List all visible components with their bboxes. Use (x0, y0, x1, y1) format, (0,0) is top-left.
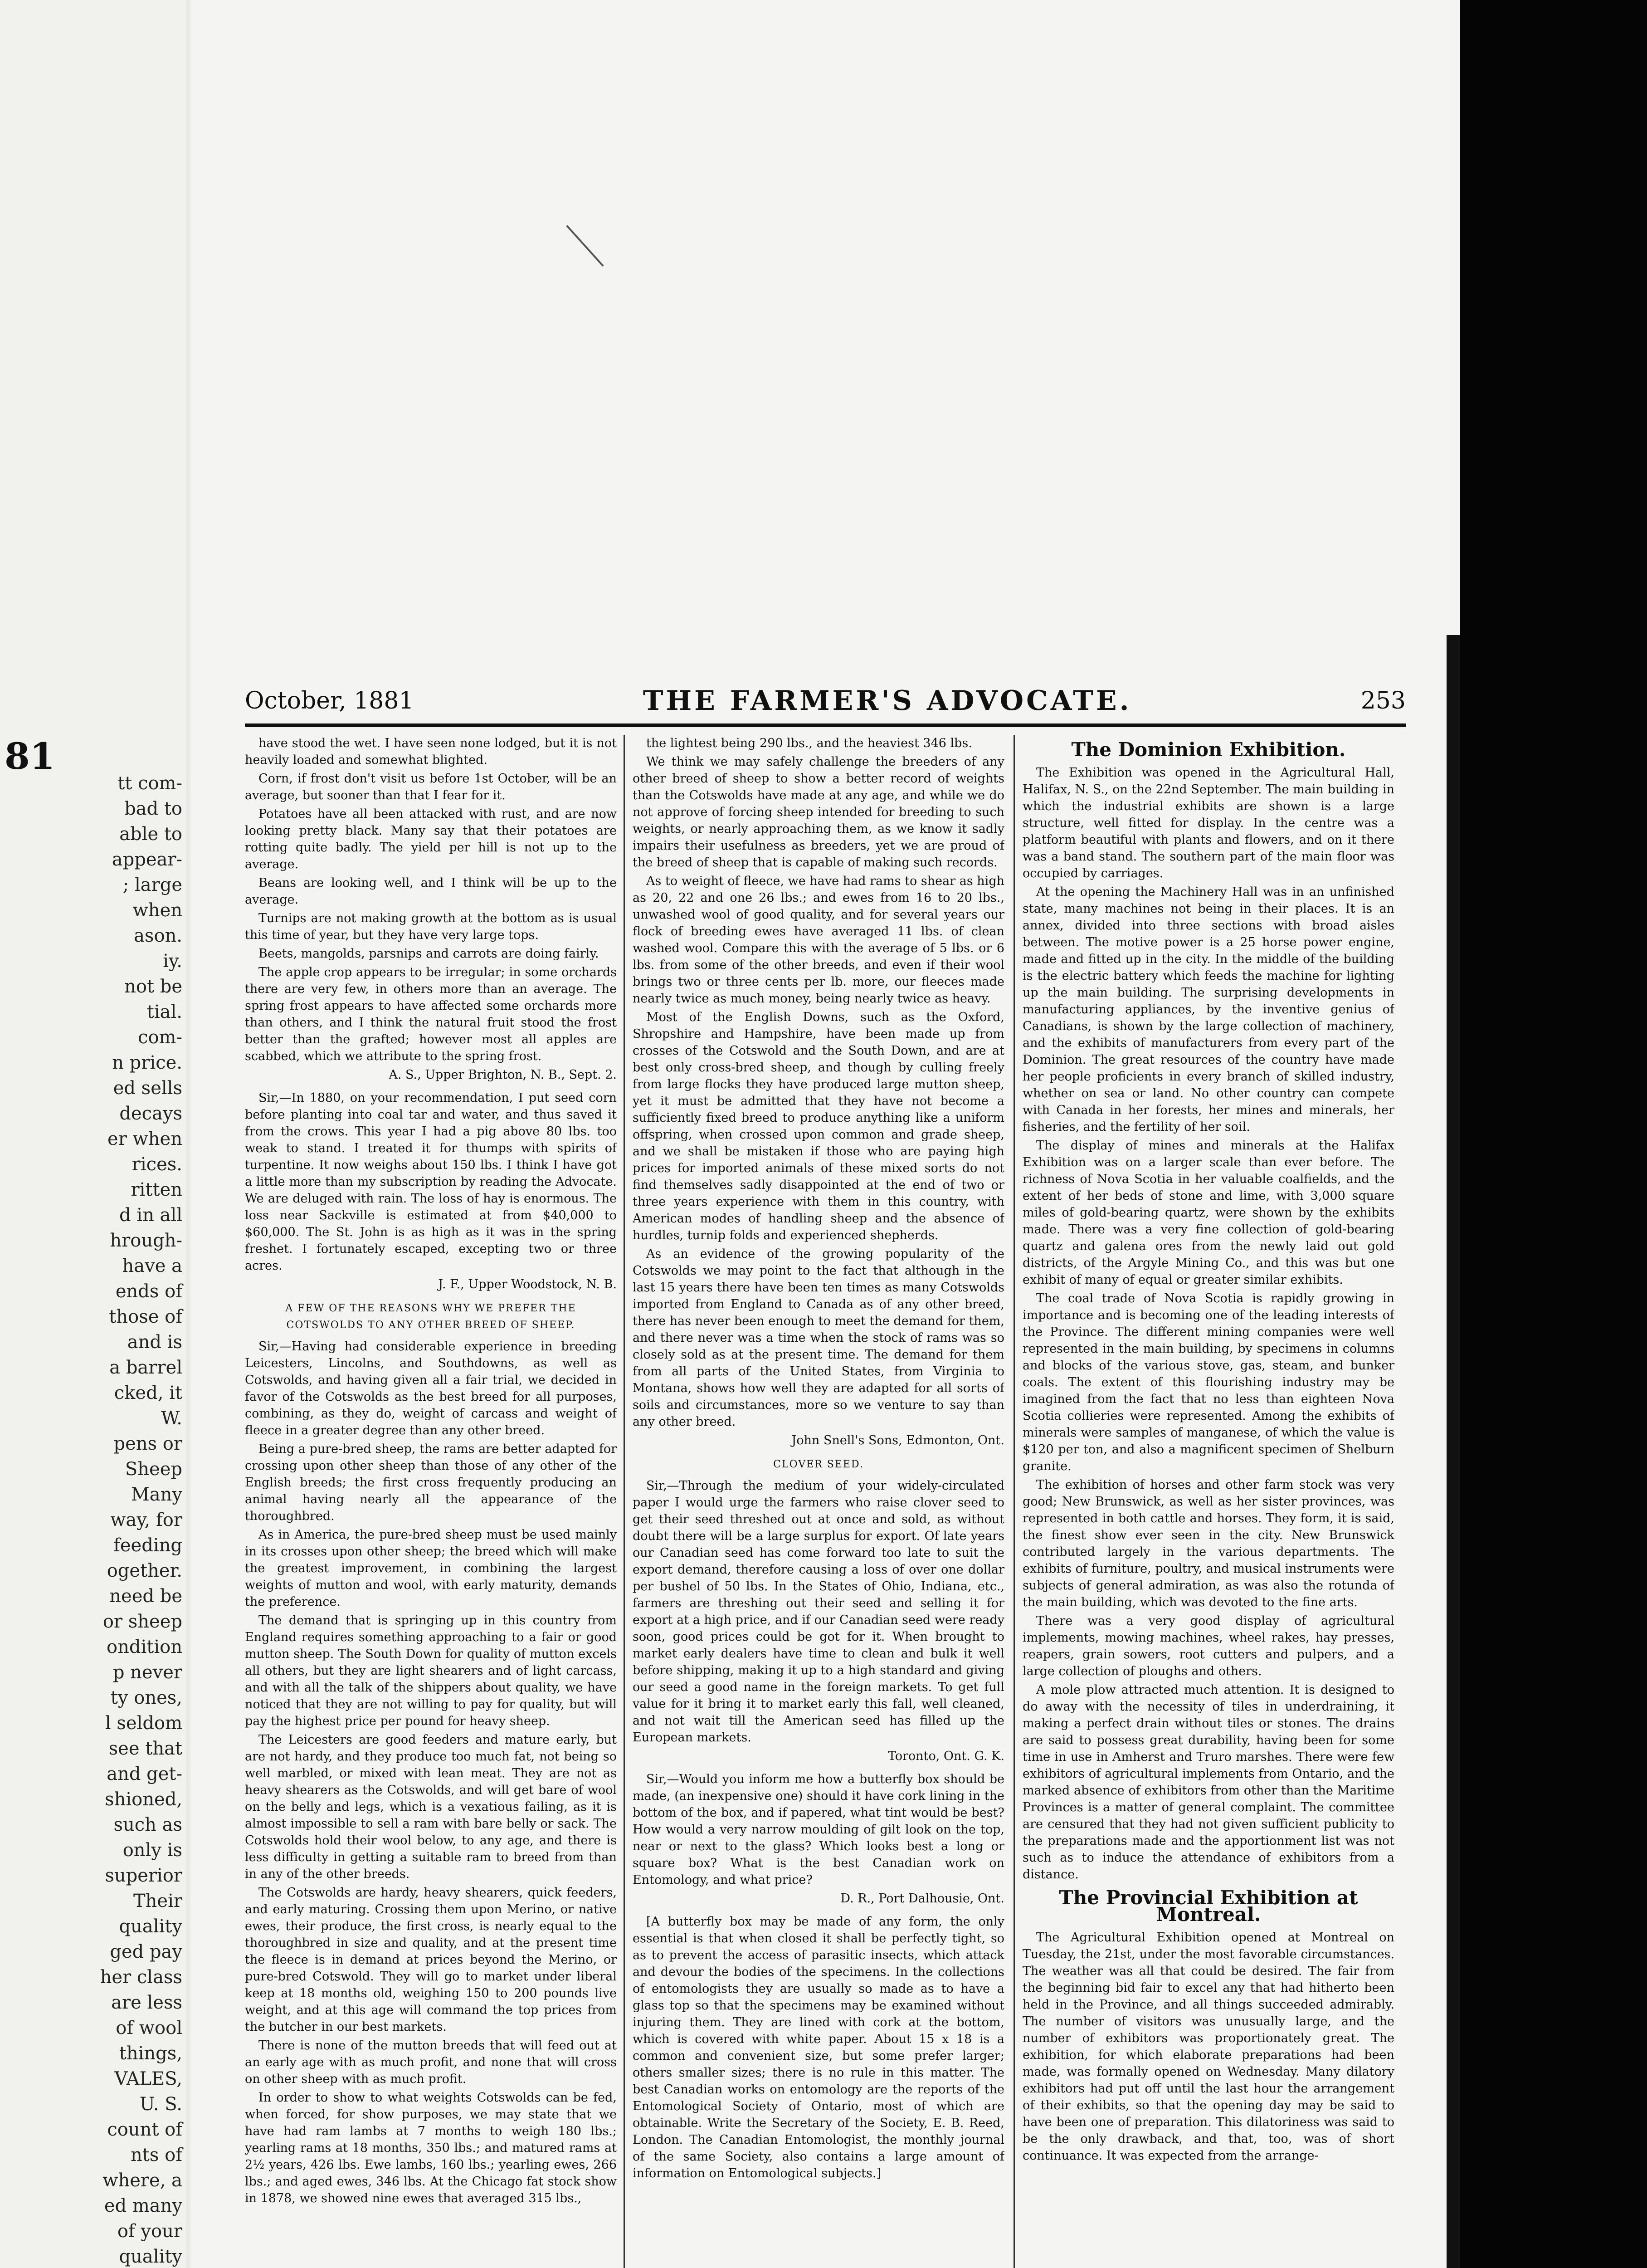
article-paragraph: the lightest being 290 lbs., and the heaviest 346 lbs. (646, 736, 972, 750)
column-2 (633, 735, 1004, 2268)
article-paragraph: Beets, mangolds, parsnips and carrots are doing fairly. (258, 947, 599, 961)
previous-page-fragment: ends of (115, 1281, 182, 1302)
previous-page-fragment: of wool (116, 2018, 182, 2038)
previous-page-fragment: Many (131, 1484, 182, 1505)
previous-page-fragment: tt com- (117, 773, 182, 794)
article-paragraph: Sir,—Through the medium of your widely-circulated paper I would urge the farmers who raise clover seed to get their seed threshed out at once and sold, as without doubt there will be a large surplus for export. Of late years our Canadian seed has come forward too late to suit the export demand, therefore causing a loss of over one dollar per bushel of 50 lbs. In the States of Ohio, Indiana, etc., farmers are threshing out their seed and selling it for export at a high price, and if our Canadian seed were ready soon, good prices could be got for it. When brought to market early dealers have time to clean and bulk it well before shipping, making it up to a high standard and giving our seed a good name in the foreign markets. To get full value for it bring it to market early this fall, well cleaned, and not wait till the American seed has filled up the European markets. (633, 1479, 1004, 1745)
previous-page-fragment: pens or (113, 1433, 182, 1454)
article-heading: A FEW OF THE REASONS WHY WE PREFER THE COTSWOLDS TO ANY OTHER BREED OF SHEEP. (285, 1303, 576, 1331)
article-paragraph: Being a pure-bred sheep, the rams are better adapted for crossing upon other sheep than those of any other of the English breeds; the first cross frequently producing an animal having nearly all the appearance of the thoroughbred. (245, 1442, 617, 1523)
previous-page-fragment: com- (138, 1027, 182, 1048)
article-paragraph: [A butterfly box may be made of any form, the only essential is that when closed it shall be perfectly tight, so as to prevent the access of parasitic insects, which attack and devour the bodies of the specimens. In the collections of entomologists they are usually so made as to have a glass top so that the specimens may be examined without injuring them. They are lined with cork at the bottom, which is covered with white paper. About 15 x 18 is a common and convenient size, but some prefer larger; others smaller sizes; there is no rule in this matter. The best Canadian works on entomology are the reports of the Entomological Society of Ontario, most of which are obtainable. Write the Secretary of the Society, E. B. Reed, London. The Canadian Entomologist, the monthly journal of the same Society, also contains a large amount of information on Entomological subjects.] (633, 1915, 1004, 2180)
article-paragraph: The Exhibition was opened in the Agricultural Hall, Halifax, N. S., on the 22nd September. The main building in which the industrial exhibits are shown is a large structure, well fitted for display. In the centre was a platform beautiful with plants and flowers, and on it there was a band stand. The southern part of the main floor was occupied by carriages. (1023, 766, 1394, 880)
previous-page-fragment: l seldom (105, 1713, 182, 1734)
signature: Toronto, Ont. G. K. (887, 1749, 1004, 1763)
column-divider (624, 735, 625, 2268)
article-paragraph: As an evidence of the growing popularity of the Cotswolds we may point to the fact that although in the last 15 years there have been ten times as many Cotswolds imported from England to Canada as of any other breed, there has never been enough to meet the demand for them, and there never was a time when the stock of rams was so closely sold as at the present time. The demand for them from all parts of the United States, from Virginia to Montana, shows how well they are adapted for all sorts of soils and circumstances, more so we venture to say than any other breed. (633, 1247, 1004, 1429)
previous-page-fragment: superior (105, 1865, 182, 1886)
column-3 (1023, 735, 1394, 2268)
article-paragraph: Potatoes have all been attacked with rust, and are now looking pretty black. Many say that their potatoes are rotting quite badly. The yield per hill is not up to the average. (245, 807, 617, 871)
previous-page-fragment: ed many (104, 2195, 182, 2216)
previous-page-fragment: d in all (119, 1205, 182, 1226)
issue-date: October, 1881 (245, 687, 414, 714)
article-paragraph: The Leicesters are good feeders and mature early, but are not hardy, and they produce too much fat, not being so well marbled, or mixed with lean meat. They are not as heavy shearers as the Cotswolds, and will get bare of wool on the belly and legs, which is a vexatious failing, as it is almost impossible to sell a ram with bare belly or sack. The Cotswolds hold their wool below, to any age, and there is less difficulty in getting a suitable ram to breed from than in any of the other breeds. (245, 1733, 617, 1881)
previous-page-fragment: ed sells (113, 1078, 182, 1099)
previous-page-fragment: U. S. (139, 2094, 182, 2115)
scan-background (1460, 0, 1647, 2268)
previous-page-fragment: of your (117, 2221, 182, 2242)
article-heading: The Provincial Exhibition at Montreal. (1059, 1887, 1358, 1926)
previous-page-fragment: quality (119, 2246, 182, 2267)
article-paragraph: The Agricultural Exhibition opened at Montreal on Tuesday, the 21st, under the most favorable circumstances. The weather was all that could be desired. The fair from the beginning bid fair to excel any that had hitherto been held in the Province, and all things succeeded admirably. The number of visitors was unusually large, and the number of exhibitors was proportionately great. The exhibition, for which elaborate preparations had been made, was formally opened on Wednesday. Many dilatory exhibitors had put off until the last hour the arrangement of their exhibits, so that the opening day may be said to have been one of preparation. This dilatoriness was said to be the only drawback, and that, too, was of short continuance. It was expected from the arrange- (1023, 1931, 1394, 2163)
previous-page-fragment: and get- (107, 1764, 182, 1784)
previous-page-fragment: count of (107, 2119, 182, 2140)
previous-page-fragment: shioned, (105, 1789, 182, 1810)
previous-page-fragment: Sheep (125, 1459, 182, 1480)
previous-page-fragment: when (132, 900, 182, 921)
previous-page-fragment: quality (119, 1916, 182, 1937)
previous-page-fragment: see that (108, 1738, 182, 1759)
previous-page-fragment: iy. (163, 951, 182, 972)
column-divider (1014, 735, 1015, 2268)
previous-page-text-strip (0, 0, 186, 2268)
previous-page-fragment: VALES, (114, 2068, 182, 2089)
previous-page-fragment: rices. (132, 1154, 182, 1175)
previous-page-fragment: Their (133, 1891, 182, 1911)
article-paragraph: Sir,—In 1880, on your recommendation, I put seed corn before planting into coal tar and water, and thus saved it from the crows. This year I had a pig above 80 lbs. too weak to stand. I treated it for thumps with spirits of turpentine. It now weighs about 150 lbs. I think I have got a little more than my subscription by reading the Advocate. We are deluged with rain. The loss of hay is enormous. The loss near Sackville is estimated at from $40,000 to $60,000. The St. John is as high as it was in the spring freshet. I fortunately escaped, excepting two or three acres. (245, 1091, 617, 1273)
article-paragraph: The demand that is springing up in this country from England requires something approaching to a fair or good mutton sheep. The South Down for quality of mutton excels all others, but they are light shearers and of light carcass, and with all the talk of the shippers about quality, we have noticed that they are not willing to pay for quality, but will pay the highest price per pound for heavy sheep. (245, 1613, 617, 1728)
article-paragraph: Corn, if frost don't visit us before 1st October, will be an average, but sooner than that I fear for it. (245, 772, 617, 802)
article-paragraph: There was a very good display of agricultural implements, mowing machines, wheel rakes, hay presses, reapers, grain sowers, root cutters and pulpers, and a large collection of ploughs and others. (1023, 1614, 1394, 1678)
article-paragraph: Most of the English Downs, such as the Oxford, Shropshire and Hampshire, have been made up from crosses of the Cotswold and the South Down, and are at best only cross-bred sheep, and though by culling freely from large flocks they have produced large mutton sheep, yet it must be admitted that they have not become a sufficiently fixed breed to produce anything like a uniform offspring, when crossed upon common and grade sheep, and we shall be mistaken if those who are paying high prices for imported animals of these mixed sorts do not find themselves sadly disappointed at the end of two or three years experience with them in this country, with American modes of handling sheep and the absence of hurdles, turnip folds and experienced shepherds. (633, 1010, 1004, 1242)
previous-page-fragment: cked, it (114, 1383, 182, 1403)
previous-page-fragment: W. (161, 1408, 182, 1429)
signature: A. S., Upper Brighton, N. B., Sept. 2. (389, 1068, 617, 1082)
article-paragraph: Beans are looking well, and I think will be up to the average. (245, 876, 617, 907)
article-paragraph: The exhibition of horses and other farm stock was very good; New Brunswick, as well as her sister provinces, was represented in both cattle and horses. They form, it is said, the finest show ever seen in the city. New Brunswick contributed largely in the various departments. The exhibits of furniture, poultry, and musical instruments were subjects of general admiration, as was also the rotunda of the main building, which was devoted to the fine arts. (1023, 1478, 1394, 1609)
previous-page-fragment: only is (122, 1840, 182, 1861)
page-header (245, 680, 1406, 721)
previous-page-fragment: things, (119, 2043, 182, 2064)
previous-page-fragment: her class (100, 1967, 182, 1988)
article-paragraph: A mole plow attracted much attention. It is designed to do away with the necessity of tiles in underdraining, it making a perfect drain without tiles or stones. The drains are said to possess great durability, having been for some time in use in Amherst and Truro marshes. There were few exhibitors of agricultural implements from Ontario, and the marked absence of exhibitors from other than the Maritime Provinces is a matter of general complaint. The committee are censured that they had not given sufficient publicity to the preparations made and the apportionment list was not such as to induce the attendance of exhibitors from a distance. (1023, 1683, 1394, 1882)
previous-page-fragment: ty ones, (110, 1687, 182, 1708)
previous-page-fragment: appear- (112, 849, 182, 870)
previous-page-fragment: ason. (134, 925, 182, 946)
previous-page-fragment: ; large (122, 875, 182, 895)
previous-page-fragment: decays (119, 1103, 182, 1124)
previous-page-fragment: ged pay (110, 1941, 182, 1962)
masthead-title: THE FARMER'S ADVOCATE. (643, 685, 1132, 717)
page-number: 253 (1360, 687, 1406, 714)
signature: J. F., Upper Woodstock, N. B. (438, 1277, 617, 1291)
previous-page-fragment: n price. (112, 1052, 182, 1073)
previous-page-fragment: er when (107, 1129, 182, 1149)
previous-page-fragment: such as (113, 1814, 182, 1835)
article-paragraph: As in America, the pure-bred sheep must be used mainly in its crosses upon other sheep; the breed which will make the greatest improvement, in combining the largest weights of mutton and wool, with early maturity, demands the preference. (245, 1528, 617, 1609)
previous-page-fragment: ogether. (107, 1560, 182, 1581)
article-paragraph: The apple crop appears to be irregular; in some orchards there are very few, in others more than an average. The spring frost appears to have affected some orchards more than others, and I think the natural fruit stood the frost better than the grafted; however most all apples are scabbed, which we attribute to the spring frost. (245, 965, 617, 1063)
previous-page-fragment: those of (109, 1306, 182, 1327)
previous-page-fragment: bad to (124, 798, 182, 819)
previous-page-fragment: ritten (131, 1179, 182, 1200)
previous-page-fragment: not be (124, 976, 182, 997)
previous-page-fragment: feeding (113, 1535, 182, 1556)
previous-page-fragment: need be (109, 1586, 182, 1607)
signature: D. R., Port Dalhousie, Ont. (840, 1892, 1004, 1906)
previous-page-fragment: able to (119, 824, 182, 845)
previous-page-number: 81 (5, 735, 55, 777)
article-paragraph: Turnips are not making growth at the bottom as is usual this time of year, but they have very large tops. (245, 911, 617, 942)
previous-page-fragment: tial. (146, 1002, 182, 1022)
article-paragraph: In order to show to what weights Cotswolds can be fed, when forced, for show purposes, we may state that we have had ram lambs at 7 months to weigh 180 lbs.; yearling rams at 18 months, 350 lbs.; and matured rams at 2½ years, 426 lbs. Ewe lambs, 160 lbs.; yearling ewes, 266 lbs.; and aged ewes, 346 lbs. At the Chicago fat stock show in 1878, we showed nine ewes that averaged 315 lbs., (245, 2091, 617, 2205)
previous-page-fragment: nts of (131, 2145, 182, 2165)
column-1 (245, 735, 617, 2268)
article-paragraph: We think we may safely challenge the breeders of any other breed of sheep to show a better record of weights than the Cotswolds have made at any age, and while we do not approve of forcing sheep intended for breeding to such weights, or nearly approaching them, as we know it sadly impairs their usefulness as breeders, yet we are proud of the breed of sheep that is capable of making such records. (633, 755, 1004, 870)
previous-page-fragment: and is (127, 1332, 182, 1353)
previous-page-fragment: are less (111, 1992, 182, 2013)
article-paragraph: have stood the wet. I have seen none lodged, but it is not heavily loaded and somewhat blighted. (245, 736, 617, 767)
article-heading: CLOVER SEED. (773, 1459, 864, 1470)
article-heading: The Dominion Exhibition. (1071, 738, 1346, 761)
article-paragraph: As to weight of fleece, we have had rams to shear as high as 20, 22 and one 26 lbs.; and ewes from 16 to 20 lbs., unwashed wool of good quality, and for several years our flock of breeding ewes have averaged 11 lbs. of clean washed wool. Compare this with the average of 5 lbs. or 6 lbs. from some of the other breeds, and even if their wool brings two or three cents per lb. more, our fleeces made nearly twice as much money, being nearly twice as heavy. (633, 874, 1004, 1006)
signature: John Snell's Sons, Edmonton, Ont. (791, 1433, 1004, 1447)
previous-page-fragment: ondition (107, 1637, 182, 1657)
previous-page-fragment: p never (112, 1662, 182, 1683)
previous-page-fragment: hrough- (110, 1230, 182, 1251)
previous-page-fragment: have a (122, 1256, 182, 1276)
previous-page-fragment: where, a (102, 2170, 182, 2191)
previous-page-fragment: a barrel (109, 1357, 182, 1378)
article-paragraph: The coal trade of Nova Scotia is rapidly growing in importance and is becoming one of the leading interests of the Province. The different mining companies were well represented in the main building, by specimens in columns and blocks of the various stove, gas, steam, and bunker coals. The extent of this flourishing industry may be imagined from the fact that no less than eighteen Nova Scotia collieries were represented. Among the exhibits of minerals were samples of manganese, of which the value is $120 per ton, and also a magnificent specimen of Shelburn granite. (1023, 1291, 1394, 1473)
previous-page-fragment: or sheep (102, 1611, 182, 1632)
article-paragraph: Sir,—Would you inform me how a butterfly box should be made, (an inexpensive one) should it have cork lining in the bottom of the box, and if papered, what tint would be best? How would a very narrow moulding of gilt look on the top, near or next to the glass? Which looks best a long or square box? What is the best Canadian work on Entomology, and what price? (633, 1772, 1004, 1887)
header-rule (245, 723, 1406, 727)
page-edge-shadow (1447, 635, 1460, 2268)
article-paragraph: The Cotswolds are hardy, heavy shearers, quick feeders, and early maturing. Crossing them upon Merino, or native ewes, their produce, the first cross, is nearly equal to the thoroughbred in size and quality, and at the present time the fleece is in demand at prices beyond the Merino, or pure-bred Cotswold. They will go to market under liberal keep at 18 months old, weighing 150 to 200 pounds live weight, and at this age will command the top prices from the butcher in our best markets. (245, 1886, 617, 2034)
article-paragraph: At the opening the Machinery Hall was in an unfinished state, many machines not being in their places. It is an annex, divided into three sections with broad aisles between. The motive power is a 25 horse power engine, made and fitted up in the city. In the middle of the building is the electric battery which feeds the machine for lighting up the main building. The surprising developments in manufacturing appliances, by the inventive genius of Canadians, is shown by the large collection of machinery, and the exhibits of manufacturers from every part of the Dominion. The great resources of the country have made her people proficients in every branch of skilled industry, whether on sea or land. No other country can compete with Canada in her forests, her mines and minerals, her fisheries, and the fertility of her soil. (1023, 885, 1394, 1134)
previous-page-fragment: way, for (110, 1510, 182, 1530)
article-paragraph: The display of mines and minerals at the Halifax Exhibition was on a larger scale than ever before. The richness of Nova Scotia in her valuable coalfields, and the extent of her beds of stone and lime, with 3,000 square miles of gold-bearing quartz, were shown by the exhibits made. There was a very fine collection of gold-bearing quartz and galena ores from the newly laid out gold districts, of the Argyle Mining Co., and this was but one exhibit of many of equal or greater similar exhibits. (1023, 1139, 1394, 1287)
article-paragraph: Sir,—Having had considerable experience in breeding Leicesters, Lincolns, and Southdowns, as well as Cotswolds, and having given all a fair trial, we decided in favor of the Cotswolds as the best breed for all purposes, combining, as they do, weight of carcass and weight of fleece in a greater degree than any other breed. (245, 1339, 617, 1437)
article-paragraph: There is none of the mutton breeds that will feed out at an early age with as much profit, and none that will cross on other sheep with as much profit. (245, 2038, 617, 2086)
